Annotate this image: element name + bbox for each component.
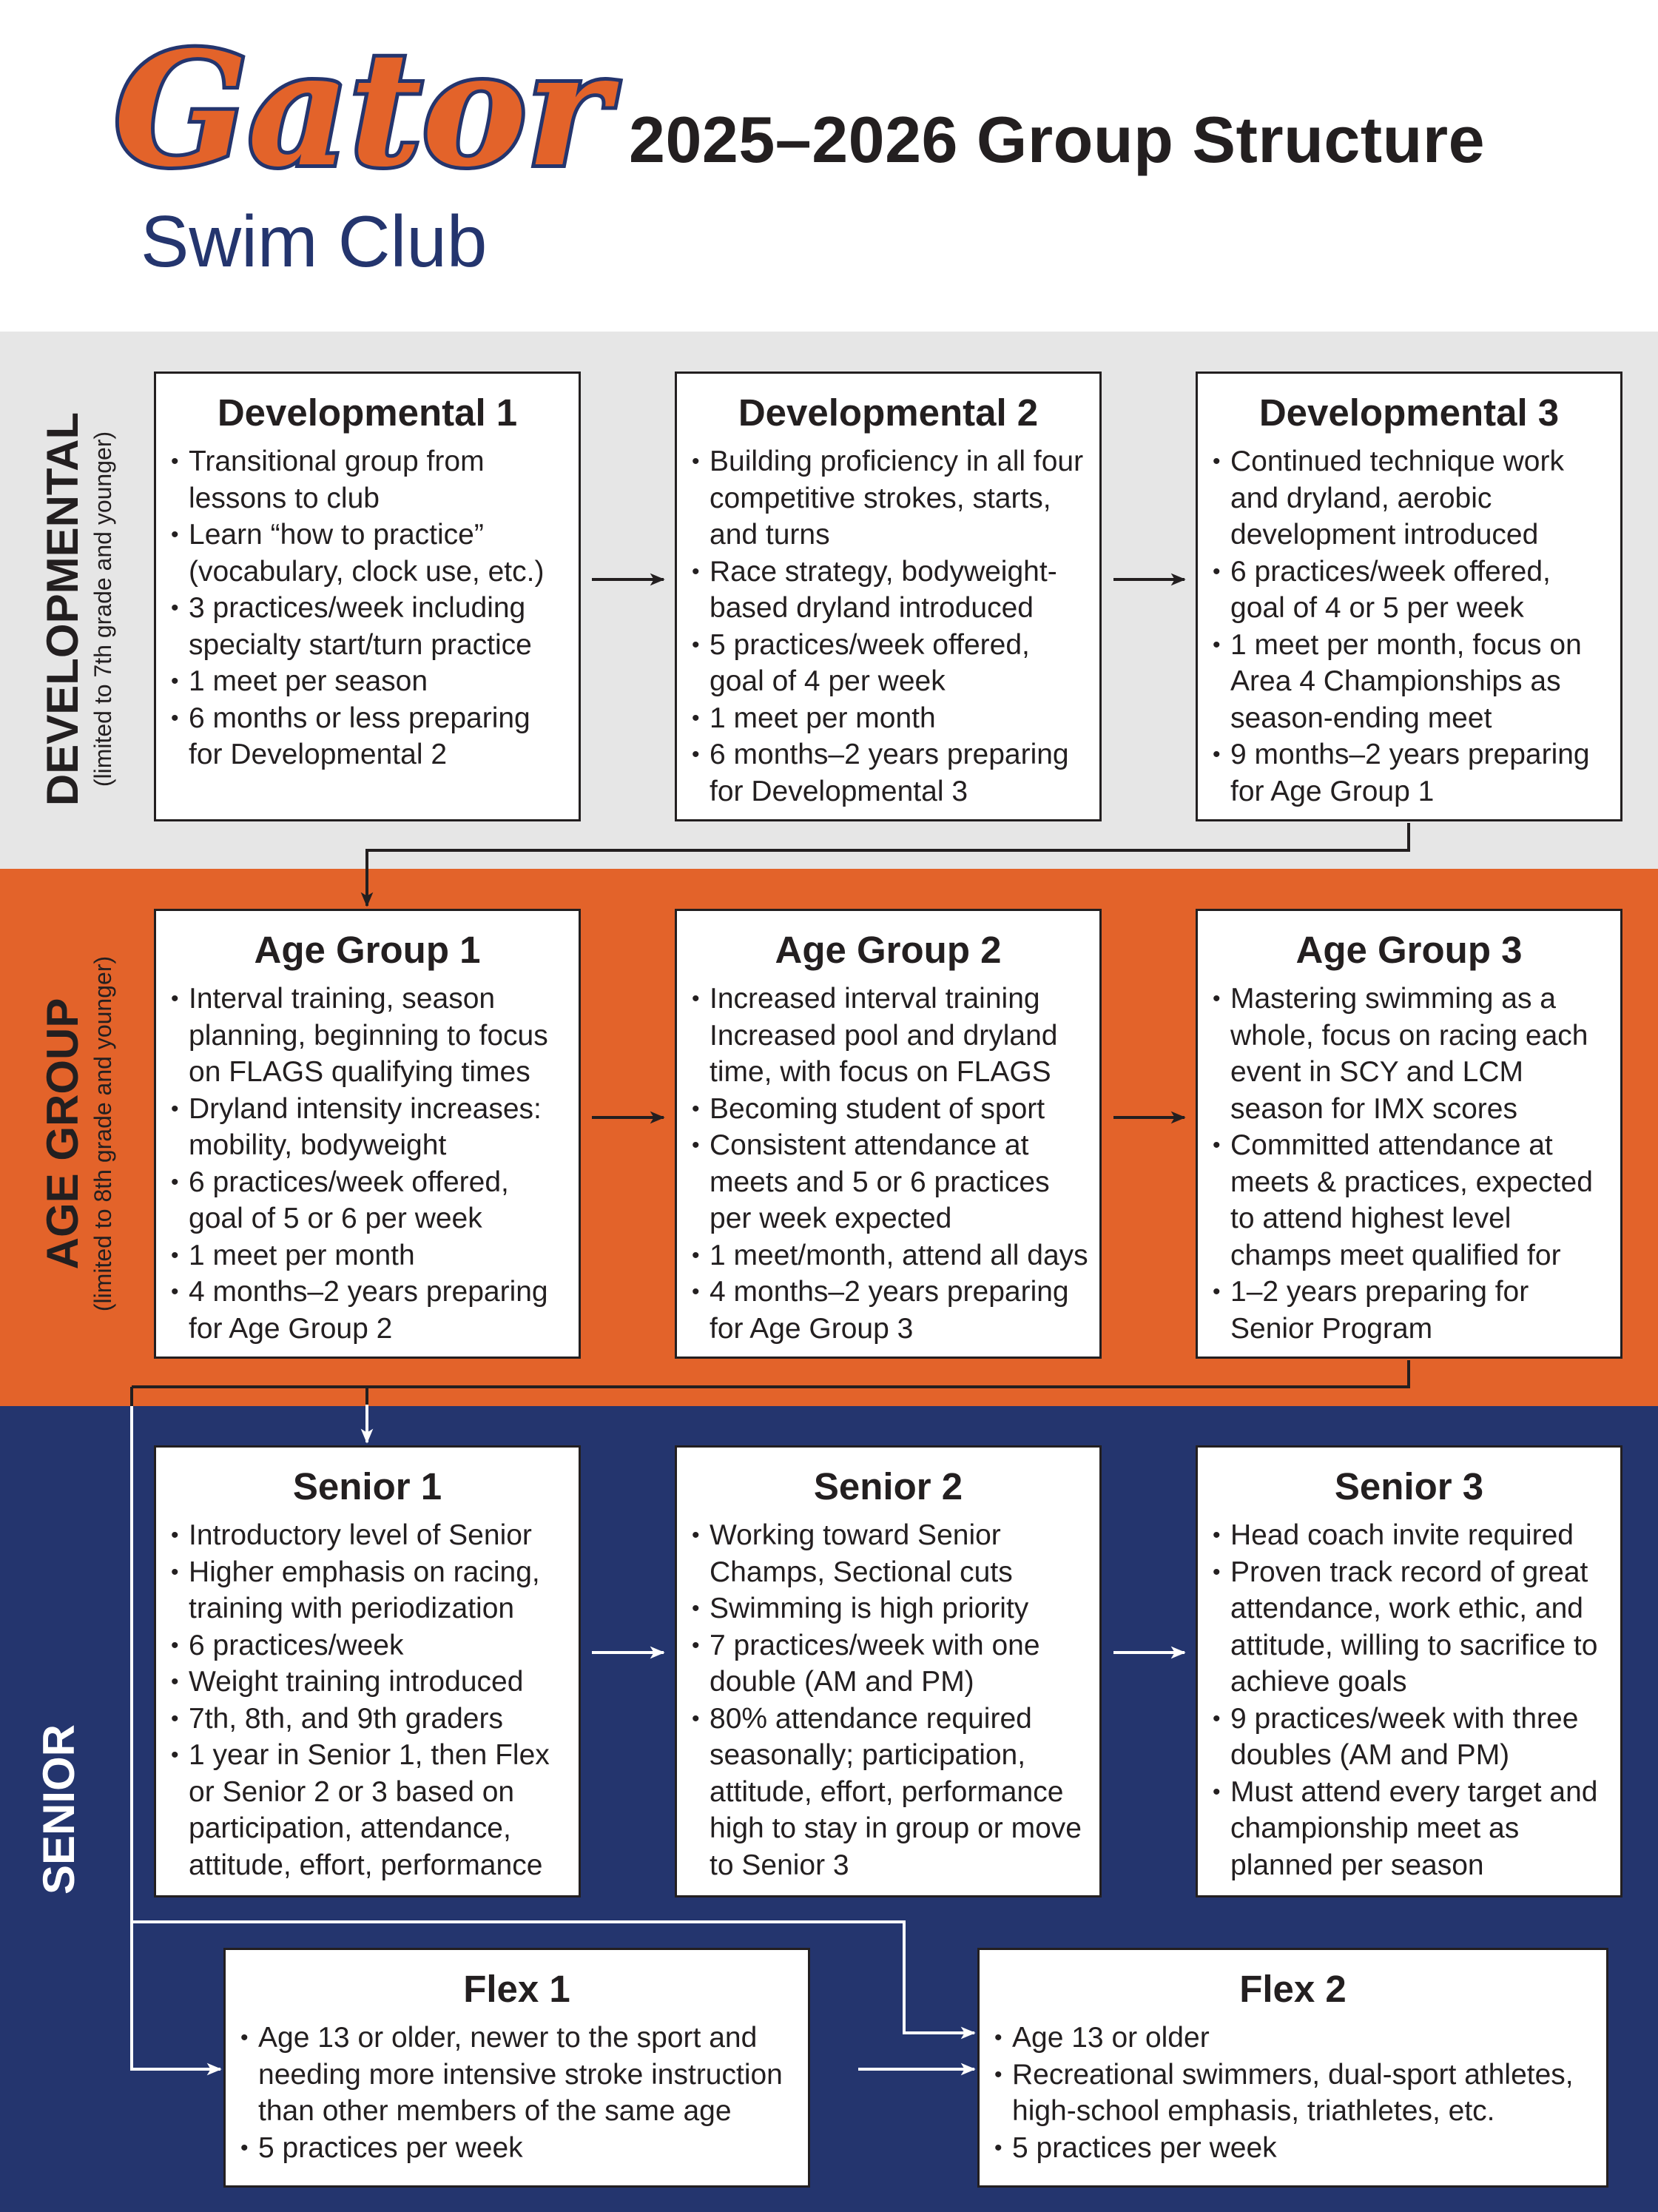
group-bullets [1198,981,1620,1347]
group-title: Senior 3 [1334,1465,1484,1507]
bullet-item: • Introductory level of Senior [171,1517,571,1554]
group-title: Developmental 1 [217,391,518,434]
group-bullets [156,981,579,1347]
group-box-senior-1 [154,1445,581,1897]
bullet-item: • Dryland intensity increases: mobility, bodyweight [171,1091,571,1164]
group-box-developmental-1 [154,372,581,821]
logo-subtitle: Swim Club [141,201,488,282]
group-bullets [156,443,579,773]
group-title: Senior 2 [813,1465,963,1507]
age-group-section-name: AGE GROUP [38,998,87,1270]
group-box-age-group-3 [1196,909,1622,1359]
bullet-item: • Swimming is high priority [692,1590,1092,1627]
senior-section-label [36,1724,83,1895]
bullet-item: • Proven track record of great attendance, work ethic, and attitude, willing to sacrifice to achieve goals [1213,1554,1613,1701]
group-bullets [156,1517,579,1883]
bullet-item: • 7th, 8th, and 9th graders [171,1701,571,1738]
group-box-senior-2 [675,1445,1102,1897]
group-box-senior-3 [1196,1445,1622,1897]
group-bullets [1198,443,1620,810]
bullet-item: • Transitional group from lessons to club [171,443,571,517]
bullet-item: • Becoming student of sport [692,1091,1092,1128]
group-box-developmental-2 [675,372,1102,821]
bullet-item: • Consistent attendance at meets and 5 or 6 practices per week expected [692,1127,1092,1237]
developmental-section-label [39,412,119,806]
bullet-item: • 1 meet per month, focus on Area 4 Championships as season-ending meet [1213,627,1613,737]
bullet-item: • 1 year in Senior 1, then Flex or Senior 2 or 3 based on participation, attendance, attitude, effort, performance [171,1737,571,1883]
group-bullets [980,2020,1606,2166]
group-title: Senior 1 [292,1465,442,1507]
developmental-section-note: (limited to 7th grade and younger) [90,431,116,787]
group-bullets [677,443,1099,810]
group-title: Age Group 2 [775,929,1002,971]
bullet-item: • 5 practices per week [240,2130,801,2167]
bullet-item: • Race strategy, bodyweight-based dryland introduced [692,554,1092,627]
bullet-item: • Head coach invite required [1213,1517,1613,1554]
bullet-item: • 1–2 years preparing for Senior Program [1213,1274,1613,1347]
bullet-item: • 6 practices/week [171,1627,571,1664]
bullet-item: • 1 meet per season [171,663,571,700]
group-title: Flex 2 [1239,1968,1347,2010]
senior-section-name: SENIOR [34,1724,84,1895]
bullet-item: • Working toward Senior Champs, Sectional cuts [692,1517,1092,1590]
group-box-flex-1 [223,1948,810,2188]
bullet-item: • Increased interval training Increased pool and dryland time, with focus on FLAGS [692,981,1092,1091]
bullet-item: • Mastering swimming as a whole, focus on racing each event in SCY and LCM season for IMX scores [1213,981,1613,1127]
logo-wordmark: Gator [114,17,610,201]
bullet-item: • 5 practices per week [994,2130,1599,2167]
bullet-item: • Learn “how to practice” (vocabulary, clock use, etc.) [171,517,571,590]
page-title: 2025–2026 Group Structure [629,103,1486,176]
bullet-item: • 7 practices/week with one double (AM and PM) [692,1627,1092,1701]
bullet-item: • Interval training, season planning, beginning to focus on FLAGS qualifying times [171,981,571,1091]
bullet-item: • 5 practices/week offered, goal of 4 per week [692,627,1092,700]
bullet-item: • Continued technique work and dryland, aerobic development introduced [1213,443,1613,554]
bullet-item: • Committed attendance at meets & practices, expected to attend highest level champs meet qualified for [1213,1127,1613,1274]
bullet-item: • 80% attendance required seasonally; participation, attitude, effort, performance high to stay in group or move to Senior 3 [692,1701,1092,1884]
group-title: Age Group 3 [1295,929,1523,971]
bullet-item: • Age 13 or older, newer to the sport and needing more intensive stroke instruction than other members of the same age [240,2020,801,2130]
bullet-item: • 4 months–2 years preparing for Age Group 3 [692,1274,1092,1347]
group-bullets [677,981,1099,1347]
group-title: Flex 1 [463,1968,570,2010]
group-title: Age Group 1 [254,929,481,971]
group-bullets [677,1517,1099,1883]
bullet-item: • 6 practices/week offered, goal of 5 or 6 per week [171,1164,571,1237]
gator-swim-club-logo [96,0,610,282]
age-group-section-note: (limited to 8th grade and younger) [90,955,116,1312]
bullet-item: • Age 13 or older [994,2020,1599,2057]
bullet-item: • 9 practices/week with three doubles (AM and PM) [1213,1701,1613,1774]
bullet-item: • 6 months–2 years preparing for Developmental 3 [692,736,1092,810]
group-title: Developmental 2 [738,391,1039,434]
group-box-developmental-3 [1196,372,1622,821]
bullet-item: • Higher emphasis on racing, training with periodization [171,1554,571,1627]
bullet-item: • 1 meet/month, attend all days [692,1237,1092,1274]
bullet-item: • 4 months–2 years preparing for Age Group 2 [171,1274,571,1347]
bullet-item: • Recreational swimmers, dual-sport athletes, high-school emphasis, triathletes, etc. [994,2057,1599,2130]
group-box-flex-2 [977,1948,1608,2188]
age-group-section-label [39,956,119,1311]
developmental-section-name: DEVELOPMENTAL [38,411,87,807]
bullet-item: • Weight training introduced [171,1664,571,1701]
bullet-item: • 9 months–2 years preparing for Age Group 1 [1213,736,1613,810]
bullet-item: • 3 practices/week including specialty start/turn practice [171,590,571,663]
bullet-item: • 1 meet per month [692,700,1092,737]
group-box-age-group-1 [154,909,581,1359]
group-box-age-group-2 [675,909,1102,1359]
bullet-item: • 6 months or less preparing for Developmental 2 [171,700,571,773]
bullet-item: • Must attend every target and championship meet as planned per season [1213,1774,1613,1884]
bullet-item: • 6 practices/week offered, goal of 4 or 5 per week [1213,554,1613,627]
group-bullets [1198,1517,1620,1883]
bullet-item: • Building proficiency in all four competitive strokes, starts, and turns [692,443,1092,554]
group-bullets [226,2020,808,2166]
group-title: Developmental 3 [1258,391,1560,434]
bullet-item: • 1 meet per month [171,1237,571,1274]
